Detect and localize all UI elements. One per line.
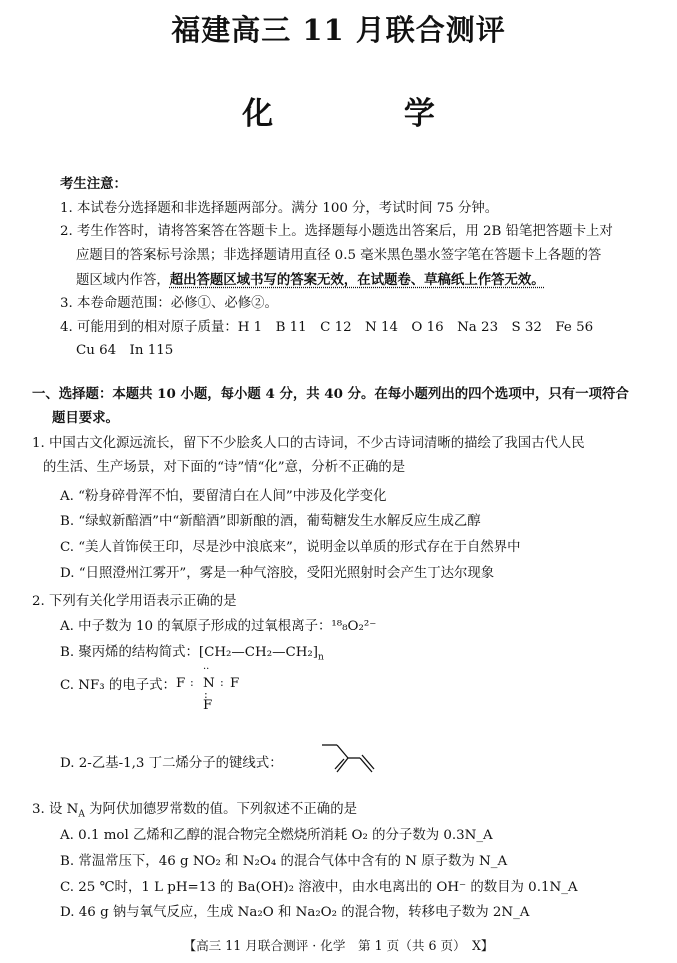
nf3-fluorine-right: F [230, 676, 240, 691]
q3-option-d: D. 46 g 钠与氧气反应，生成 Na₂O 和 Na₂O₂ 的混合物，转移电子数为 2N_A [60, 905, 530, 920]
q2-option-b [60, 643, 324, 668]
section-1-instruction-line-1: 一、选择题：本题共 10 小题，每小题 4 分，共 40 分。在每小题列出的四个选项中，只有一项符合 [32, 386, 629, 402]
q2-option-a-text: A. 中子数为 10 的氧原子形成的过氧根离子： [60, 619, 332, 634]
q1-option-d: D. “日照澄州江雾开”，雾是一种气溶胶，受阳光照射时会产生丁达尔现象 [60, 566, 495, 581]
notice-item-2-prefix: 题区域内作答， [76, 273, 170, 288]
q2-stem: 2. 下列有关化学用语表示正确的是 [32, 594, 237, 609]
notice-item-3: 3. 本卷命题范围：必修①、必修②。 [60, 296, 278, 311]
q2-option-b-subscript-n: n [317, 652, 324, 663]
q3-stem-suffix: 为阿伏加德罗常数的值。下列叙述不正确的是 [84, 802, 357, 817]
nf3-electron-formula: F : ·· N : F : F [176, 664, 240, 713]
q1-option-c: C. “美人首饰侯王印，尽是沙中浪底来”，说明金以单质的形式存在于自然界中 [60, 540, 521, 555]
q2-option-a-formula: ¹⁸₈O₂²⁻ [331, 619, 377, 634]
section-1-instruction-line-2: 题目要求。 [52, 410, 119, 426]
q3-stem [32, 800, 357, 825]
q2-option-b-formula: [CH₂—CH₂—CH₂] [198, 645, 318, 660]
notice-item-4-line-1: 4. 可能用到的相对原子质量：H 1 B 11 C 12 N 14 O 16 Na 23 S 32 Fe 56 [60, 320, 594, 335]
q3-option-c: C. 25 ℃时，1 L pH=13 的 Ba(OH)₂ 溶液中，由水电离出的 OH⁻ 的数目为 0.1N_A [60, 880, 578, 895]
q1-option-a: A. “粉身碎骨浑不怕，要留清白在人间”中涉及化学变化 [60, 489, 387, 504]
nf3-fluorine-left: F [176, 676, 186, 691]
q2-option-b-text: B. 聚丙烯的结构简式： [60, 645, 199, 660]
q2-option-a [60, 617, 376, 637]
notice-heading: 考生注意： [60, 176, 127, 192]
q1-stem-line-1: 1. 中国古文化源远流长，留下不少脍炙人口的古诗词，不少古诗词清晰的描绘了我国古代人民 [32, 436, 585, 451]
notice-item-2-line-3 [76, 270, 545, 291]
q3-option-b: B. 常温常压下，46 g NO₂ 和 N₂O₄ 的混合气体中含有的 N 原子数为 N_A [60, 854, 508, 869]
page-footer: 【高三 11 月联合测评 · 化学 第 1 页（共 6 页） X】 [183, 938, 494, 953]
nf3-fluorine-bottom: F [203, 698, 213, 713]
q2-option-d-text: D. 2-乙基-1,3 丁二烯分子的键线式： [60, 756, 283, 771]
q3-option-a: A. 0.1 mol 乙烯和乙醇的混合物完全燃烧所消耗 O₂ 的分子数为 0.3N_A [60, 828, 493, 843]
nf3-nitrogen: N [203, 676, 215, 691]
exam-title: 福建高三 11 月联合测评 [171, 13, 506, 47]
subject-title: 化 学 [242, 96, 495, 132]
q1-option-b: B. “绿蚁新醅酒”中“新醅酒”即新酿的酒，葡萄糖发生水解反应生成乙醇 [60, 514, 481, 529]
q2-option-c-text: C. NF₃ 的电子式： [60, 678, 176, 693]
notice-item-2-line-1: 2. 考生作答时，请将答案答在答题卡上。选择题每小题选出答案后，用 2B 铅笔把答题卡上对 [60, 224, 613, 239]
q3-stem-prefix: 3. 设 N [32, 802, 79, 817]
notice-item-2-emphasis: 超出答题区域书写的答案无效，在试题卷、草稿纸上作答无效。 [169, 272, 545, 288]
notice-item-1: 1. 本试卷分选择题和非选择题两部分。满分 100 分，考试时间 75 分钟。 [60, 201, 499, 216]
butadiene-skeletal-formula [318, 738, 378, 776]
notice-item-4-line-2: Cu 64 In 115 [76, 343, 174, 358]
q1-stem-line-2: 的生活、生产场景，对下面的“诗”情“化”意，分析不正确的是 [43, 460, 406, 475]
q3-stem-subscript: A [78, 809, 85, 820]
notice-item-2-line-2: 应题目的答案标号涂黑；非选择题请用直径 0.5 毫米黑色墨水签字笔在答题卡上各题的答 [76, 248, 602, 263]
